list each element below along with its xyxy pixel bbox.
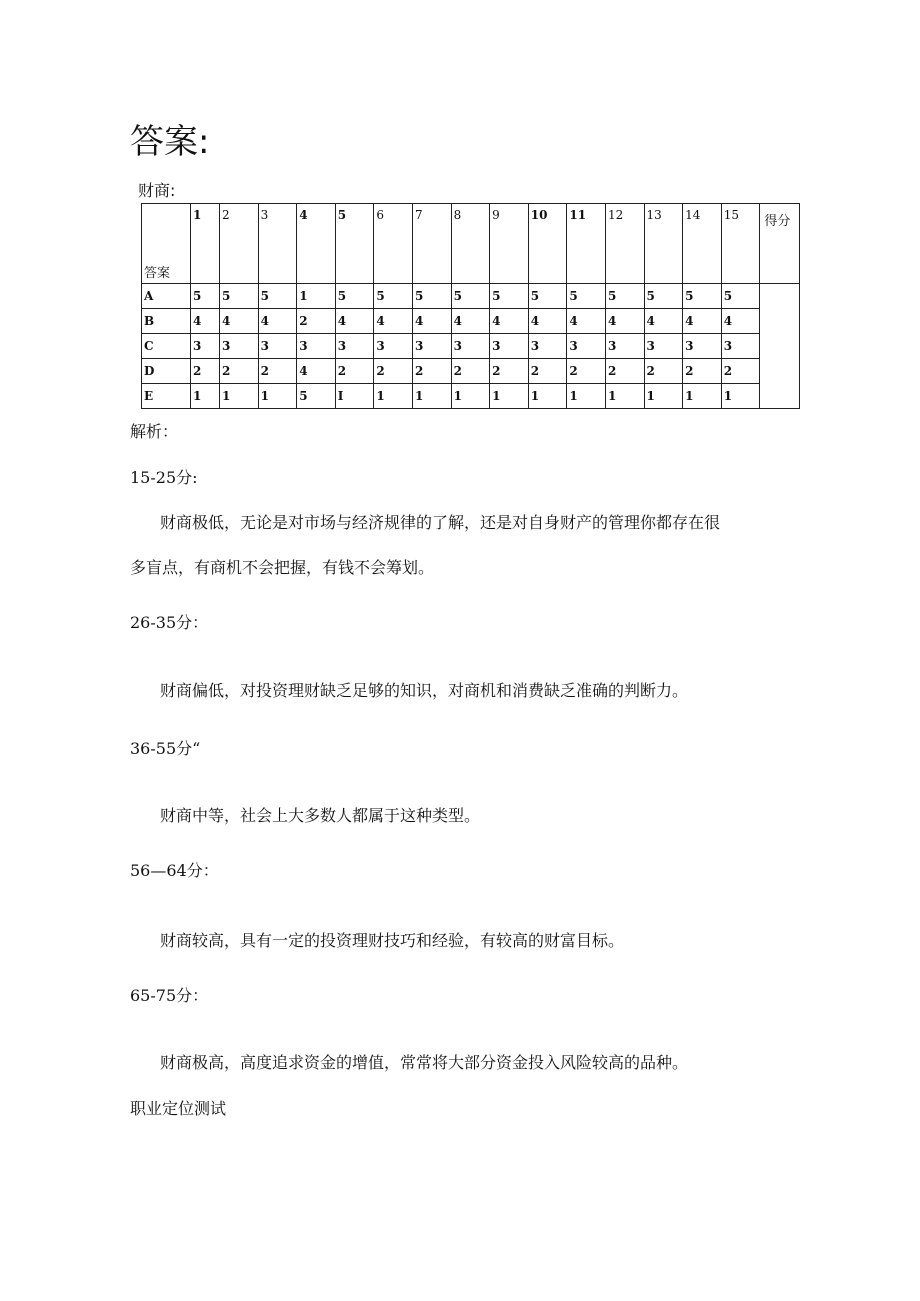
range-description: 财商中等，社会上大多数人都属于这种类型。: [160, 806, 481, 825]
score-cell: 5: [374, 284, 413, 309]
range-heading: 15-25分:: [130, 468, 198, 487]
score-cell: 1: [412, 384, 451, 409]
question-number-header: 6: [374, 204, 413, 284]
score-cell: 2: [528, 359, 567, 384]
score-cell: 2: [644, 359, 683, 384]
analysis-label: 解析：: [130, 422, 179, 441]
score-cell: 2: [451, 359, 490, 384]
score-cell: 5: [297, 384, 336, 409]
score-cell: 4: [451, 309, 490, 334]
question-number-header: 2: [220, 204, 259, 284]
question-number-header: 10: [528, 204, 567, 284]
score-cell: 3: [721, 334, 760, 359]
table-row: [142, 284, 800, 309]
range-description: 财商极高，高度追求资金的增值，常常将大部分资金投入风险较高的品种。: [160, 1053, 689, 1072]
score-cell: 3: [258, 334, 297, 359]
option-label: C: [142, 334, 191, 359]
score-cell: 4: [297, 359, 336, 384]
score-cell: 1: [374, 384, 413, 409]
question-number-header: 11: [567, 204, 606, 284]
score-cell: 1: [297, 284, 336, 309]
score-cell: I: [335, 384, 374, 409]
score-cell: 1: [683, 384, 722, 409]
score-cell: 2: [297, 309, 336, 334]
score-cell: 5: [490, 284, 529, 309]
score-cell: 2: [683, 359, 722, 384]
table-row: [142, 309, 800, 334]
score-cell: 4: [258, 309, 297, 334]
question-number-header: 5: [335, 204, 374, 284]
score-cell: 5: [335, 284, 374, 309]
question-number-header: 8: [451, 204, 490, 284]
score-cell: 5: [683, 284, 722, 309]
table-row: [142, 334, 800, 359]
score-cell: 2: [605, 359, 644, 384]
score-cell: 3: [412, 334, 451, 359]
score-cell: 5: [220, 284, 259, 309]
score-cell: 2: [490, 359, 529, 384]
range-description: 财商偏低，对投资理财缺乏足够的知识，对商机和消费缺乏准确的判断力。: [160, 681, 689, 700]
score-cell: 4: [490, 309, 529, 334]
score-cell: 1: [490, 384, 529, 409]
score-cell: 2: [258, 359, 297, 384]
score-cell: 3: [297, 334, 336, 359]
score-total-cell: [760, 284, 800, 409]
score-cell: 5: [412, 284, 451, 309]
question-number-header: 7: [412, 204, 451, 284]
range-heading: 56—64分：: [130, 861, 219, 880]
score-cell: 4: [374, 309, 413, 334]
score-cell: 5: [528, 284, 567, 309]
score-cell: 3: [567, 334, 606, 359]
table-row: [142, 359, 800, 384]
question-number-header: 12: [605, 204, 644, 284]
range-description: 多盲点，有商机不会把握，有钱不会筹划。: [130, 558, 435, 577]
score-cell: 4: [644, 309, 683, 334]
score-cell: 4: [335, 309, 374, 334]
score-cell: 2: [374, 359, 413, 384]
score-cell: 1: [528, 384, 567, 409]
page-title: 答案:: [130, 122, 210, 162]
table-row: [142, 384, 800, 409]
range-heading: 36-55分“: [130, 739, 201, 758]
question-number-header: 15: [721, 204, 760, 284]
score-cell: 3: [490, 334, 529, 359]
range-heading: 26-35分：: [130, 613, 209, 632]
score-cell: 2: [567, 359, 606, 384]
question-number-header: 14: [683, 204, 722, 284]
score-cell: 5: [567, 284, 606, 309]
score-cell: 5: [258, 284, 297, 309]
score-cell: 2: [220, 359, 259, 384]
score-header: 得分: [760, 204, 800, 284]
score-cell: 2: [191, 359, 220, 384]
score-cell: 3: [605, 334, 644, 359]
score-cell: 1: [644, 384, 683, 409]
question-number-header: 4: [297, 204, 336, 284]
answer-table: [141, 203, 800, 409]
range-heading: 65-75分：: [130, 986, 209, 1005]
score-cell: 1: [721, 384, 760, 409]
option-label: A: [142, 284, 191, 309]
option-label: B: [142, 309, 191, 334]
range-description: 财商较高，具有一定的投资理财技巧和经验，有较高的财富目标。: [160, 931, 625, 950]
score-cell: 1: [451, 384, 490, 409]
score-cell: 4: [412, 309, 451, 334]
score-cell: 1: [220, 384, 259, 409]
score-cell: 4: [721, 309, 760, 334]
score-cell: 1: [567, 384, 606, 409]
score-cell: 4: [683, 309, 722, 334]
next-section-heading: 职业定位测试: [130, 1099, 227, 1118]
option-label: D: [142, 359, 191, 384]
score-cell: 3: [644, 334, 683, 359]
score-cell: 5: [644, 284, 683, 309]
score-cell: 3: [374, 334, 413, 359]
range-description: 财商极低，无论是对市场与经济规律的了解，还是对自身财产的管理你都存在很: [160, 513, 721, 532]
score-cell: 5: [605, 284, 644, 309]
section-subtitle: 财商:: [138, 181, 176, 200]
score-cell: 3: [683, 334, 722, 359]
score-cell: 5: [721, 284, 760, 309]
score-cell: 4: [567, 309, 606, 334]
question-number-header: 1: [191, 204, 220, 284]
score-cell: 5: [451, 284, 490, 309]
option-label: E: [142, 384, 191, 409]
score-cell: 1: [258, 384, 297, 409]
score-cell: 4: [528, 309, 567, 334]
score-cell: 2: [412, 359, 451, 384]
score-cell: 3: [451, 334, 490, 359]
score-cell: 5: [191, 284, 220, 309]
score-cell: 2: [721, 359, 760, 384]
score-cell: 2: [335, 359, 374, 384]
score-cell: 4: [605, 309, 644, 334]
score-cell: 3: [220, 334, 259, 359]
score-cell: 4: [220, 309, 259, 334]
score-cell: 3: [528, 334, 567, 359]
question-number-header: 9: [490, 204, 529, 284]
score-cell: 3: [191, 334, 220, 359]
score-cell: 4: [191, 309, 220, 334]
question-number-header: 13: [644, 204, 683, 284]
question-number-header: 3: [258, 204, 297, 284]
score-cell: 3: [335, 334, 374, 359]
score-cell: 1: [605, 384, 644, 409]
score-cell: 1: [191, 384, 220, 409]
table-corner-label: 答案: [142, 204, 191, 284]
